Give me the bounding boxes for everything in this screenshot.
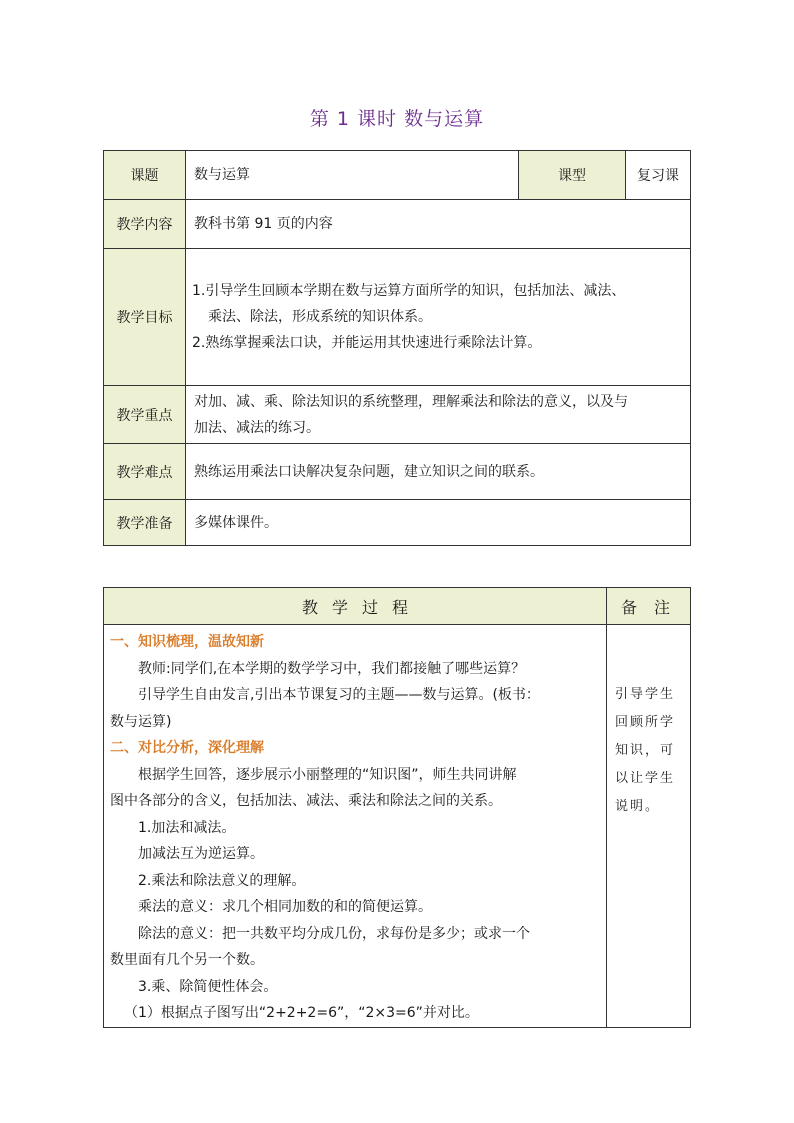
topic-value: 数与运算 <box>186 151 519 200</box>
topic-label: 课题 <box>104 151 186 200</box>
content-value: 教科书第 91 页的内容 <box>186 200 691 249</box>
s2-item-1-text: 加减法互为逆运算。 <box>138 846 264 862</box>
note-line-3: 知识，可 <box>615 743 676 758</box>
difficulty-value: 熟练运用乘法口诀解决复杂问题，建立知识之间的联系。 <box>186 444 691 500</box>
section-2-title: 二、对比分析，深化理解 <box>110 740 264 756</box>
note-line-1: 引导学生 <box>615 687 676 702</box>
section-1-title: 一、知识梳理，温故知新 <box>110 634 264 650</box>
s2-item-1: 1.加法和减法。 <box>138 819 236 836</box>
notes-body <box>607 625 691 1028</box>
type-label: 课型 <box>519 151 626 200</box>
s2-paragraph-1b: 图中各部分的含义，包括加法、减法、乘法和除法之间的关系。 <box>110 793 502 809</box>
type-value: 复习课 <box>626 151 691 200</box>
s2-item-2: 2.乘法和除法意义的理解。 <box>138 872 306 889</box>
goal-line-3: 2.熟练掌握乘法口诀，并能运用其快速进行乘除法计算。 <box>192 335 542 351</box>
goal-line-2: 乘法、除法，形成系统的知识体系。 <box>208 309 432 325</box>
s2-item-2-mul: 乘法的意义：求几个相同加数的和的简便运算。 <box>138 899 432 915</box>
key-label: 教学重点 <box>104 386 186 444</box>
note-line-2: 回顾所学 <box>615 715 676 730</box>
content-label: 教学内容 <box>104 200 186 249</box>
goal-cell <box>186 249 691 386</box>
prep-label: 教学准备 <box>104 500 186 546</box>
s2-item-3-sub: （1）根据点子图写出“2+2+2=6”，“2×3=6”并对比。 <box>124 1005 479 1021</box>
s2-item-2-div-a: 除法的意义：把一共数平均分成几份，求每份是多少；或求一个 <box>138 925 530 942</box>
difficulty-label: 教学难点 <box>104 444 186 500</box>
s1-paragraph-2b: 数与运算) <box>110 713 172 730</box>
s2-item-3: 3.乘、除简便性体会。 <box>138 978 278 995</box>
s1-paragraph-2a: 引导学生自由发言,引出本节课复习的主题——数与运算。(板书： <box>138 687 540 703</box>
goal-line-1: 1.引导学生回顾本学期在数与运算方面所学的知识，包括加法、减法、 <box>192 283 626 299</box>
key-line-2: 加法、减法的练习。 <box>194 419 320 436</box>
key-cell <box>186 386 691 444</box>
lesson-info-table <box>103 150 691 546</box>
process-header: 教学过程 <box>104 588 607 625</box>
note-line-5: 说明。 <box>615 799 661 814</box>
page-title: 第 1 课时 数与运算 <box>309 108 485 130</box>
key-line-1: 对加、减、乘、除法知识的系统整理，理解乘法和除法的意义，以及与 <box>194 393 628 410</box>
notes-header: 备 注 <box>607 588 691 625</box>
teaching-process-table <box>103 587 691 1028</box>
prep-value: 多媒体课件。 <box>186 500 691 546</box>
note-line-4: 以让学生 <box>615 771 676 786</box>
goal-label: 教学目标 <box>104 249 186 386</box>
s2-item-2-div-b: 数里面有几个另一个数。 <box>110 952 264 968</box>
process-body <box>104 625 607 1028</box>
s2-paragraph-1a: 根据学生回答，逐步展示小丽整理的“知识图”，师生共同讲解 <box>138 766 517 783</box>
s1-paragraph-1: 教师:同学们,在本学期的数学学习中，我们都接触了哪些运算？ <box>138 660 526 677</box>
